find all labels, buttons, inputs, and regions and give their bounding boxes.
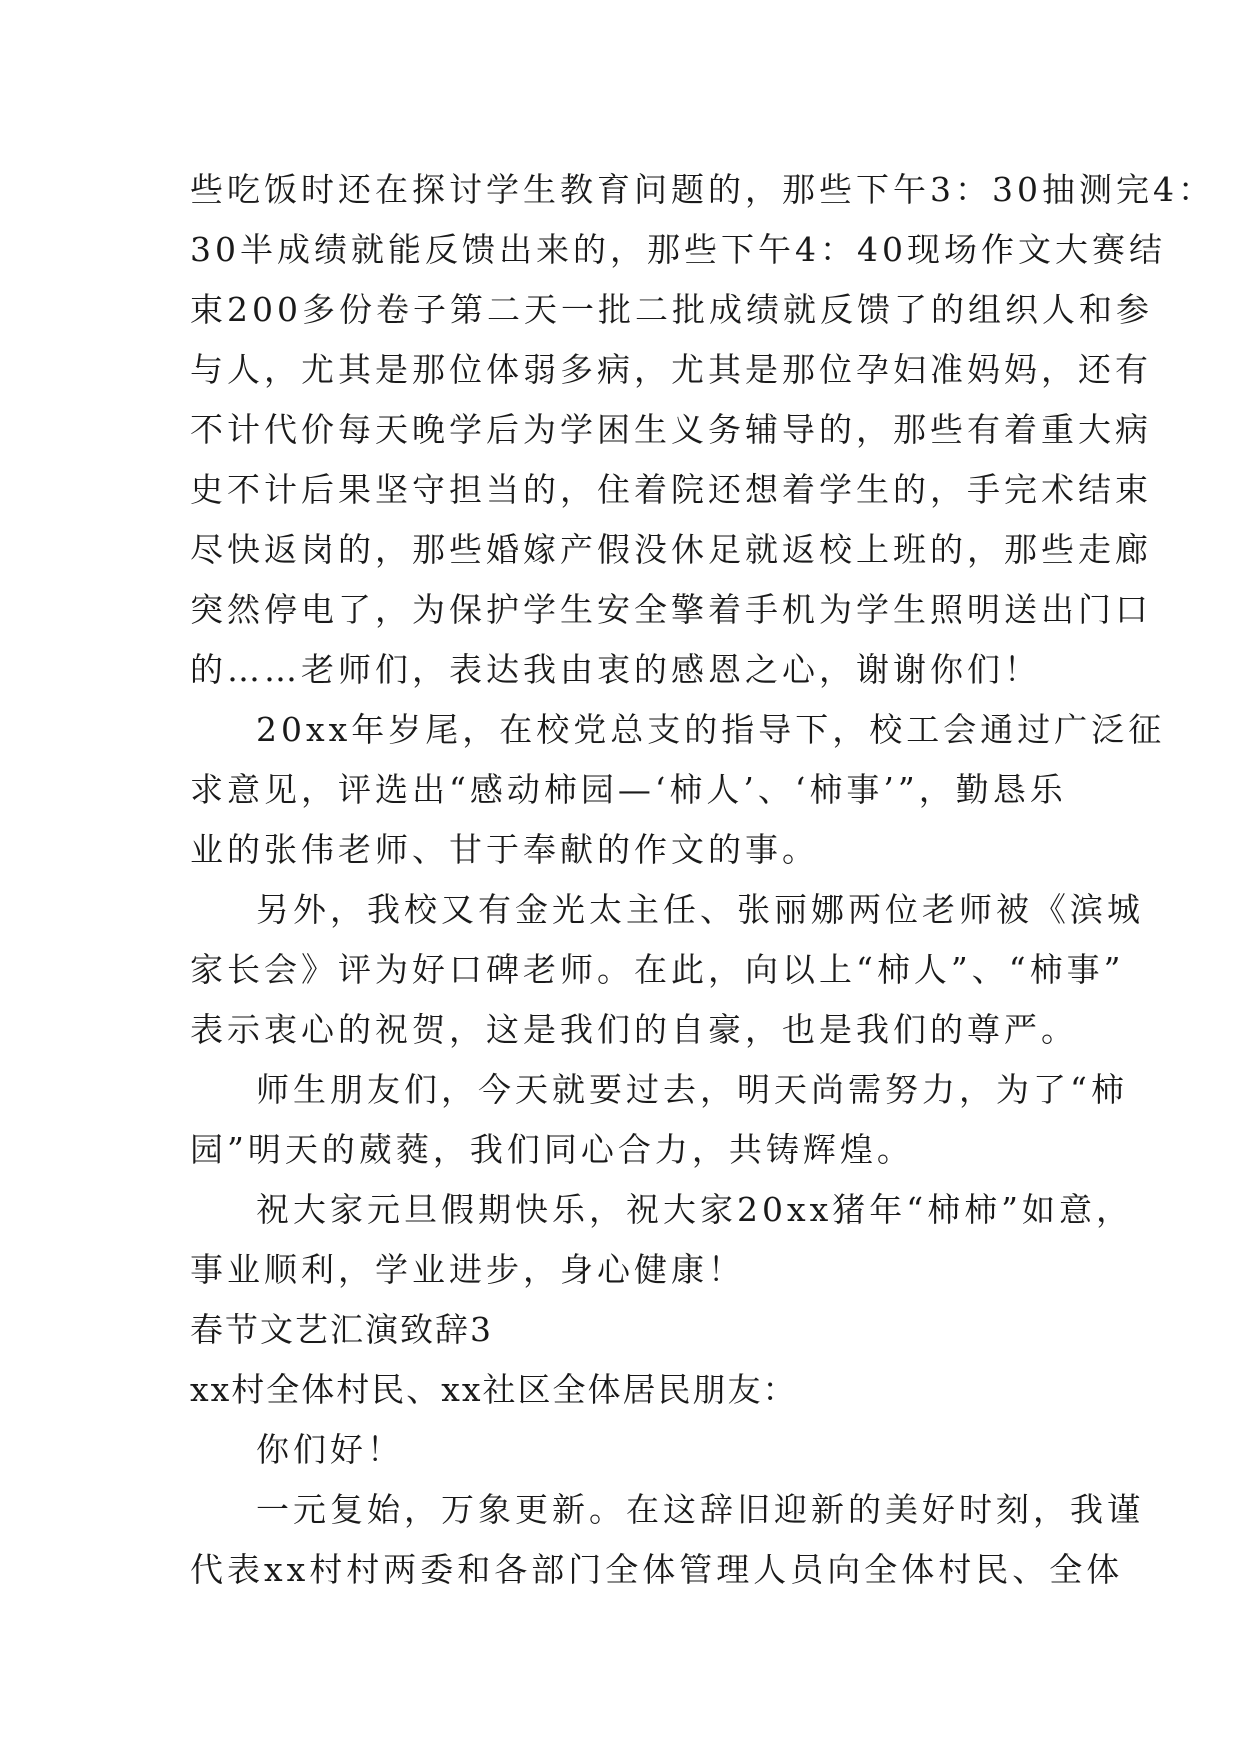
section-heading: 春节文艺汇演致辞3 xyxy=(190,1310,493,1349)
body-line: 与人，尤其是那位体弱多病，尤其是那位孕妇准妈妈，还有 xyxy=(190,350,1152,389)
document-body xyxy=(190,160,1215,1600)
body-line: 突然停电了，为保护学生安全擎着手机为学生照明送出门口 xyxy=(190,590,1152,629)
body-line: 束200多份卷子第二天一批二批成绩就反馈了的组织人和参 xyxy=(190,290,1153,329)
body-line: 代表xx村村两委和各部门全体管理人员向全体村民、全体 xyxy=(190,1550,1124,1589)
greeting-line: 你们好！ xyxy=(256,1430,404,1469)
body-line: 家长会》评为好口碑老师。在此，向以上“柿人”、“柿事” xyxy=(190,950,1125,989)
paragraph-start-line: 一元复始，万象更新。在这辞旧迎新的美好时刻，我谨 xyxy=(256,1490,1144,1529)
paragraph-start-line: 师生朋友们，今天就要过去，明天尚需努力，为了“柿 xyxy=(256,1070,1128,1109)
body-line: 事业顺利，学业进步，身心健康！ xyxy=(190,1250,745,1289)
body-line: 30半成绩就能反馈出来的，那些下午4：40现场作文大赛结 xyxy=(190,230,1166,269)
body-line: 的……老师们，表达我由衷的感恩之心，谢谢你们！ xyxy=(190,650,1041,689)
body-line: 些吃饭时还在探讨学生教育问题的，那些下午3：30抽测完4： xyxy=(190,170,1215,209)
body-line: 表示衷心的祝贺，这是我们的自豪，也是我们的尊严。 xyxy=(190,1010,1078,1049)
paragraph-start-line: 20xx年岁尾，在校党总支的指导下，校工会通过广泛征 xyxy=(256,710,1166,749)
body-line: 不计代价每天晚学后为学困生义务辅导的，那些有着重大病 xyxy=(190,410,1152,449)
body-line: 园”明天的葳蕤，我们同心合力，共铸辉煌。 xyxy=(190,1130,914,1169)
body-line: 尽快返岗的，那些婚嫁产假没休足就返校上班的，那些走廊 xyxy=(190,530,1152,569)
paragraph-start-line: 祝大家元旦假期快乐，祝大家20xx猪年“柿柿”如意， xyxy=(256,1190,1133,1229)
body-line: 业的张伟老师、甘于奉献的作文的事。 xyxy=(190,830,819,869)
salutation-line: xx村全体村民、xx社区全体居民朋友： xyxy=(190,1370,798,1409)
body-line: 求意见，评选出“感动柿园—‘柿人’、‘柿事’”，勤恳乐 xyxy=(190,770,1067,809)
body-line: 史不计后果坚守担当的，住着院还想着学生的，手完术结束 xyxy=(190,470,1152,509)
paragraph-start-line: 另外，我校又有金光太主任、张丽娜两位老师被《滨城 xyxy=(256,890,1144,929)
